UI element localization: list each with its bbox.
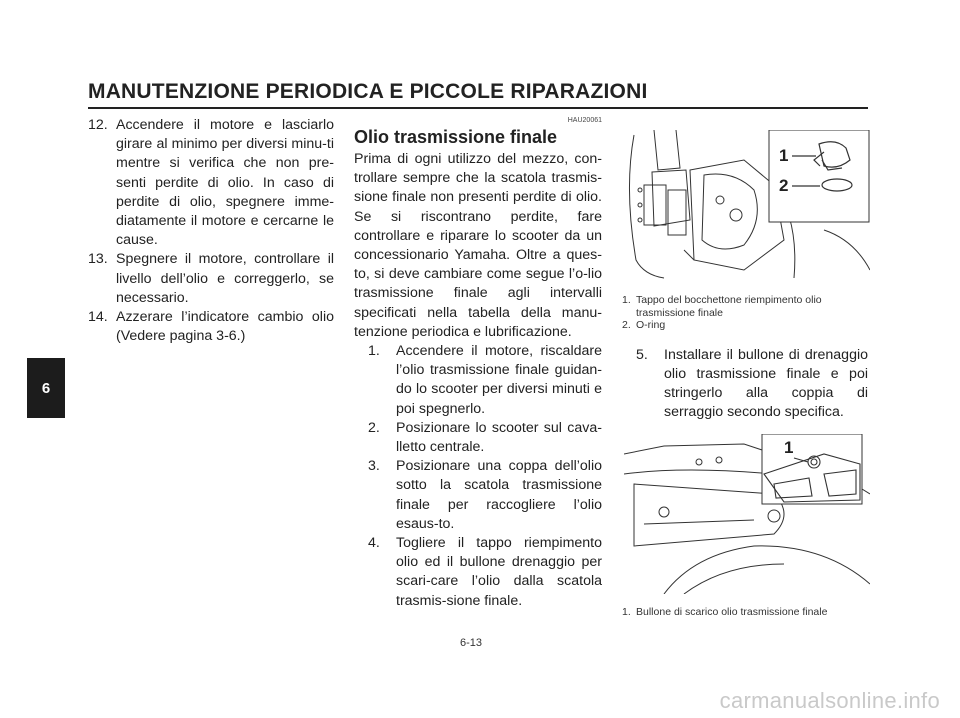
list-item	[88, 308, 334, 346]
step-number: 3.	[368, 458, 380, 475]
header-rule	[88, 107, 868, 109]
step-item	[354, 457, 602, 534]
caption-number: 1.	[622, 294, 631, 306]
caption-text: Bullone di scarico olio trasmissione finale	[636, 606, 828, 619]
step-number: 1.	[368, 343, 380, 360]
intro-paragraph: Prima di ogni utilizzo del mezzo, con-trollare sempre che la scatola trasmis-sione finale non presenti perdite di olio. Se si riscontrano perdite, fare controllare e riparare lo scooter da un concessionario Yamaha. Oltre a ques-to, si deve cambiare come segue l’o-lio trasmissione finale agli intervalli specificati nella tabella della manu-tenzione periodica e lubrificazione.	[354, 151, 602, 340]
step-item	[354, 419, 602, 457]
figure1-caption	[622, 294, 868, 332]
step-item	[354, 342, 602, 419]
step-text: Accendere il motore, riscaldare l’olio trasmissione finale guidan-do lo scooter per diversi minuti e poi spegnerlo.	[396, 343, 602, 417]
list-number: 14.	[88, 309, 108, 326]
transmission-drawing-icon	[624, 434, 870, 594]
list-text: Azzerare l’indicatore cambio olio (Vedere pagina 3-6.)	[116, 309, 334, 345]
callout-1: 1	[779, 146, 789, 165]
list-item	[88, 250, 334, 308]
page-header	[88, 80, 868, 104]
list-number: 13.	[88, 251, 108, 268]
step-item	[622, 346, 868, 423]
step-item	[354, 534, 602, 611]
callout-2: 2	[779, 176, 789, 195]
list-number: 12.	[88, 117, 108, 133]
figure2-caption	[622, 606, 868, 619]
caption-item	[622, 319, 868, 332]
column-1	[88, 116, 334, 346]
column-3	[622, 130, 868, 619]
step-number: 5.	[636, 346, 648, 363]
caption-number: 2.	[622, 319, 631, 331]
watermark: carmanualsonline.info	[719, 688, 940, 713]
caption-text: Tappo del bocchettone riempimento olio trasmissione finale	[636, 294, 822, 319]
list-text: Accendere il motore e lasciarlo girare al minimo per diversi minu-ti mentre si verifica che non pre-senti perdite di olio. In caso di perdite di olio, spegnere imme-diatamente il motore e cercarne le cause.	[116, 117, 334, 249]
drain-bolt-illustration	[624, 434, 870, 594]
caption-text: O-ring	[636, 319, 666, 331]
page-number: 6-13	[460, 637, 483, 649]
step-text: Posizionare una coppa dell’olio sotto la scatola trasmissione finale per raccogliere l’olio esaus-to.	[396, 458, 602, 532]
callout-1: 1	[784, 438, 794, 458]
step-number: 2.	[368, 419, 380, 436]
step-number: 4.	[368, 535, 380, 552]
section-title: Olio trasmissione finale	[354, 127, 558, 147]
step-text: Posizionare lo scooter sul cava-lletto centrale.	[396, 419, 602, 456]
list-item	[88, 116, 334, 250]
chapter-tab: 6	[27, 358, 65, 418]
reference-code: HAU20061	[567, 117, 602, 124]
column-2	[354, 116, 602, 611]
step-text: Installare il bullone di drenaggio olio trasmissione finale e poi stringerlo alla coppia di serraggio secondo specifica.	[664, 346, 868, 421]
caption-number: 1.	[622, 606, 631, 619]
list-text: Spegnere il motore, controllare il livello dell’olio e correggerlo, se necessario.	[116, 251, 334, 306]
filler-cap-illustration	[624, 130, 870, 280]
step-text: Togliere il tappo riempimento olio ed il bullone drenaggio per scari-care l’olio dalla scatola trasmis-sione finale.	[396, 535, 602, 609]
page-title: MANUTENZIONE PERIODICA E PICCOLE RIPARAZIONI	[88, 80, 648, 103]
caption-item	[622, 294, 868, 319]
engine-drawing-icon	[624, 130, 870, 280]
caption-item	[622, 606, 868, 619]
